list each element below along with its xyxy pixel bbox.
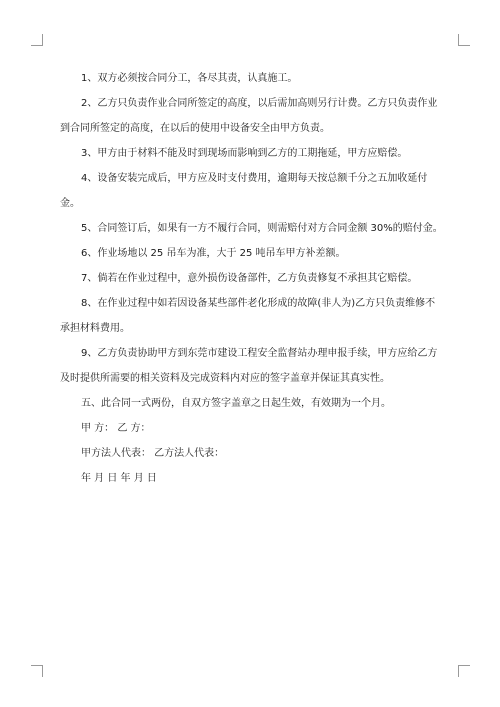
document-body [60, 66, 444, 491]
crop-mark-top-left [31, 34, 43, 46]
clause-4: 4、设备安装完成后，甲方应及时支付费用，逾期每天按总额千分之五加收延付金。 [60, 173, 428, 209]
clause-2: 2、乙方只负责作业合同所签定的高度，以后需加高则另行计费。乙方只负责作业到合同所签定的高度，在以后的使用中设备安全由甲方负责。 [60, 98, 438, 134]
crop-mark-top-right [458, 34, 470, 46]
crop-mark-bottom-left [31, 665, 43, 677]
signature-parties: 甲 方： 乙 方： [81, 423, 151, 434]
clause-6: 6、作业场地以 25 吊车为准，大于 25 吨吊车甲方补差额。 [81, 248, 346, 259]
clause-5: 5、合同签订后，如果有一方不履行合同，则需赔付对方合同金额 30%的赔付金。 [81, 223, 443, 234]
signature-representatives: 甲方法人代表： 乙方法人代表： [81, 448, 225, 459]
clause-3: 3、甲方由于材料不能及时到现场而影响到乙方的工期拖延，甲方应赔偿。 [81, 148, 408, 159]
clause-8: 8、在作业过程中如若因设备某些部件老化形成的故障(非人为)乙方只负责维修不承担材料费用。 [60, 298, 436, 334]
clause-validity: 五、此合同一式两份，自双方签字盖章之日起生效，有效期为一个月。 [81, 398, 391, 409]
clause-1: 1、双方必须按合同分工，各尽其责，认真施工。 [81, 73, 298, 84]
clause-9: 9、乙方负责协助甲方到东莞市建设工程安全监督站办理申报手续，甲方应给乙方及时提供所需要的相关资料及完成资料内对应的签字盖章并保证其真实性。 [60, 348, 438, 384]
signature-dates: 年 月 日 年 月 日 [81, 473, 157, 484]
clause-7: 7、倘若在作业过程中，意外损伤设备部件，乙方负责修复不承担其它赔偿。 [81, 273, 418, 284]
crop-mark-bottom-right [458, 665, 470, 677]
